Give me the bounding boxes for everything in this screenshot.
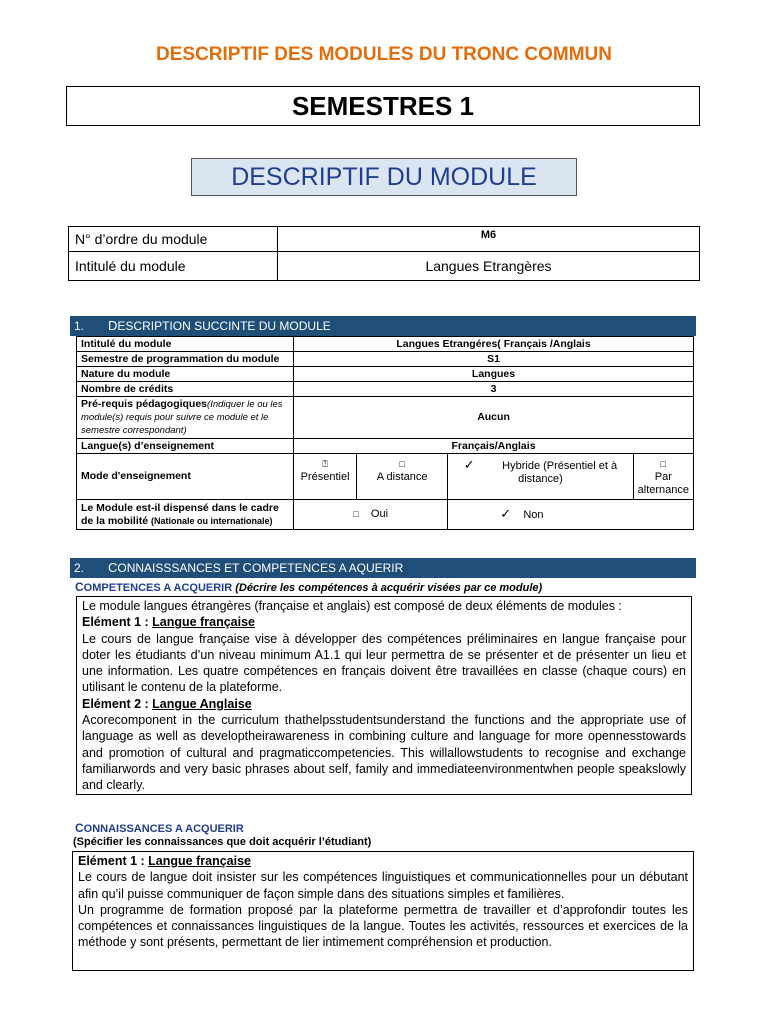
module-title-label: Intitulé du module (69, 252, 278, 281)
module-title-value: Langues Etrangères (278, 252, 700, 281)
cell-label (77, 397, 294, 439)
checkbox-icon: □ (353, 509, 359, 519)
mobilite-label: Le Module est-il dispensé dans le cadre de la mobilité (81, 501, 279, 527)
element-name: Langue Anglaise (152, 696, 252, 711)
section-1-title: ESCRIPTION SUCCINTE DU MODULE (117, 319, 331, 333)
checkbox-icon: □ (399, 459, 405, 469)
cell-label: Nature du module (77, 367, 294, 382)
cell-value: S1 (294, 352, 694, 367)
element-2-text: Acorecomponent in the curriculum thathelpsstudentsunderstand the functions and the appropriate use of language as well as developtheirawareness in combining culture and language for more opennesstowards and promotion of cultural and pragmaticcompetencies. This willallowstudents to recognise and exchange familiarwords and very basic phrases about self, family and immediateenvironmentwhen people speakslowly and clearly. (82, 713, 686, 793)
table-row (77, 397, 694, 439)
competences-intro: Le module langues étrangères (française et anglais) est composé de deux éléments de modules : (82, 599, 622, 613)
prerequis-note: (Indiquer le ou les module(s) requis pour suivre ce module et le semestre correspondant) (81, 399, 283, 436)
mobilite-note: (Nationale ou internationale) (151, 515, 273, 526)
table-row (77, 352, 694, 367)
option-label: Hybride (Présentiel et à distance) (502, 460, 618, 485)
element-prefix: Elément 2 : (82, 696, 153, 711)
section-1-title-cap: D (108, 318, 118, 333)
mobilite-non (448, 500, 694, 530)
checkbox-icon: ⍰ (322, 459, 328, 469)
section-1-header (70, 316, 696, 336)
heading-cap: C (75, 580, 84, 594)
table-row (77, 337, 694, 352)
checkmark-icon: ✓ (500, 506, 512, 521)
element-2-heading (82, 696, 686, 712)
element-1-heading (78, 853, 688, 869)
element-name: Langue française (148, 854, 251, 868)
cell-label: Langue(s) d’enseignement (77, 439, 294, 454)
connaissances-note: (Spécifier les connaissances que doit acquérir l’étudiant) (73, 836, 372, 848)
connaissances-heading (75, 821, 244, 835)
table-row (69, 227, 700, 252)
cell-value: Français/Anglais (294, 439, 694, 454)
module-number-label: N° d’ordre du module (69, 227, 278, 252)
option-label: Non (523, 509, 544, 521)
element-prefix: Elément 1 : (82, 615, 153, 630)
table-row (77, 439, 694, 454)
table-row (77, 382, 694, 397)
competences-textbox (76, 596, 692, 795)
prerequis-label: Pré-requis pédagogiques (81, 398, 208, 410)
mode-option-hybride (448, 454, 633, 500)
connaissances-paragraph-2: Un programme de formation proposé par la plateforme permettra de travailler et d’approfondir toutes les compétences et connaissances linguistiques de la langue. Toutes les activités, ressources et exercices de la méthode y sont présents, permettant de lier intimement compréhension et production. (78, 902, 688, 950)
heading-cap: C (75, 821, 84, 835)
module-number-value: M6 (278, 227, 700, 252)
section-2-number: 2. (74, 561, 85, 575)
table-row (77, 500, 694, 530)
option-label: Par alternance (637, 471, 690, 496)
mode-option-presentiel (294, 454, 357, 500)
section-2-title: OMPETENCES A AQUERIR (251, 561, 404, 575)
competences-heading (75, 580, 542, 594)
table-row (77, 367, 694, 382)
cell-label: Semestre de programmation du module (77, 352, 294, 367)
cell-value: Aucun (294, 397, 694, 439)
semester-title: SEMESTRES 1 (66, 86, 700, 126)
checkmark-icon: ✓ (463, 457, 475, 472)
cell-label (77, 500, 294, 530)
element-1-heading (82, 614, 686, 630)
module-id-table (68, 226, 700, 281)
table-row (69, 252, 700, 281)
section-2-title: ONNAISSSANCES ET (117, 561, 243, 575)
section-2-title-cap: C (108, 560, 118, 575)
option-label: A distance (376, 471, 428, 483)
cell-label: Nombre de crédits (77, 382, 294, 397)
section-2-header (70, 558, 696, 578)
element-1-text: Le cours de langue française vise à développer des compétences préliminaires en langue française pour doter les étudiants d’un niveau minimum A1.1 qui leur permettra de se présenter et de présenter un lieu et une information. Les quatre compétences en français doivent être travaillées en classe (chaque cours) en utilisant le contenu de la plateforme. (82, 631, 686, 695)
section-2-title-cap: C (242, 560, 252, 575)
section-1-number: 1. (74, 319, 85, 333)
heading-note: (Décrire les compétences à acquérir visées par ce module) (235, 582, 543, 594)
checkbox-icon: □ (660, 459, 667, 469)
connaissances-textbox (72, 851, 694, 971)
cell-label: Intitulé du module (77, 337, 294, 352)
cell-value: Langues (294, 367, 694, 382)
module-descriptor-title: DESCRIPTIF DU MODULE (191, 158, 577, 196)
connaissances-paragraph-1: Le cours de langue doit insister sur les compétences linguistiques et communicationnelles pour un débutant afin qu’il puisse communiquer de façon simple dans des situations simples et familières. (78, 870, 688, 901)
table-row (77, 454, 694, 500)
heading-text: OMPETENCES A ACQUERIR (83, 582, 233, 594)
option-label: Oui (370, 508, 389, 520)
cell-label: Mode d'enseignement (77, 454, 294, 500)
element-name: Langue française (152, 615, 255, 630)
mode-option-distance (357, 454, 448, 500)
element-prefix: Elément 1 : (78, 854, 149, 868)
option-label: Présentiel (300, 471, 350, 483)
module-description-table (76, 336, 694, 530)
mode-option-alternance (633, 454, 693, 500)
cell-value: Langues Etrangéres( Français /Anglais (294, 337, 694, 352)
cell-value: 3 (294, 382, 694, 397)
document-heading: DESCRIPTIF DES MODULES DU TRONC COMMUN (156, 44, 612, 65)
mobilite-oui (294, 500, 448, 530)
heading-text: ONNAISSANCES A ACQUERIR (83, 823, 244, 835)
